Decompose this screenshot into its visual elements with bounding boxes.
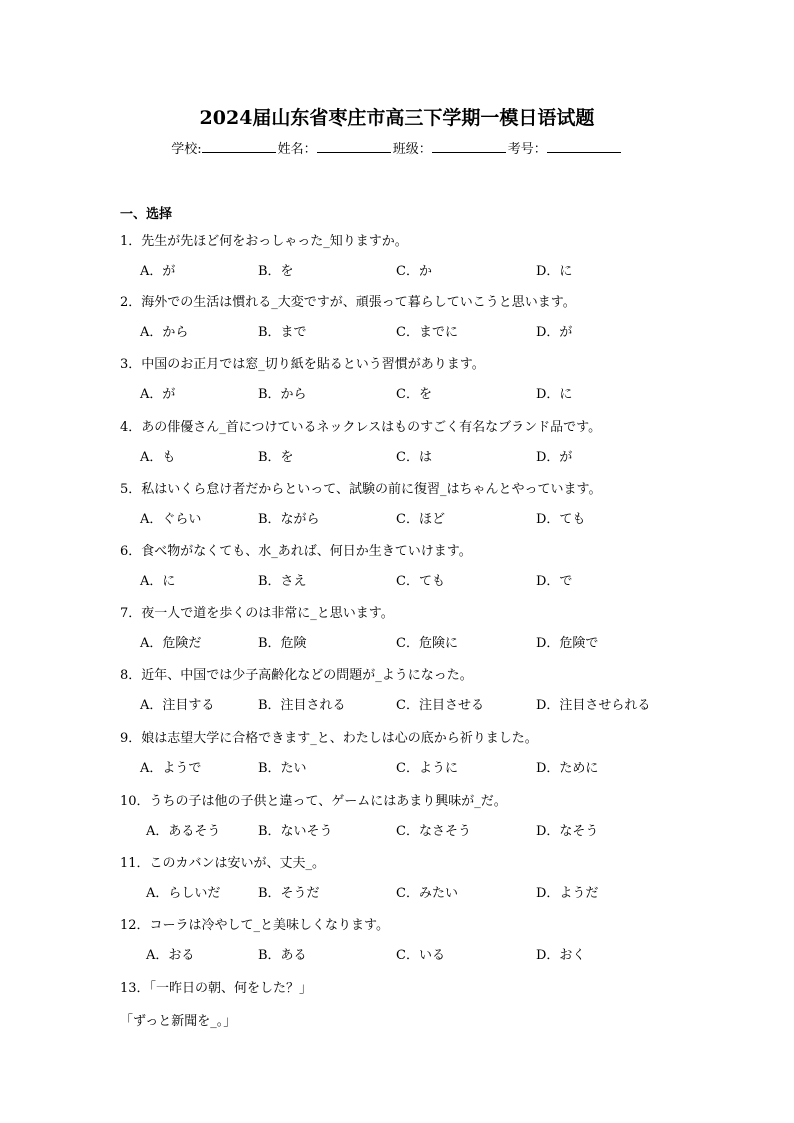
option-b: B．を bbox=[258, 264, 294, 279]
dialogue-line: 「ずっと新聞を_。」 bbox=[120, 1014, 237, 1029]
option-b: B．まで bbox=[258, 325, 307, 340]
option-d: D．ために bbox=[536, 761, 599, 776]
option-c: C．ほど bbox=[396, 512, 445, 527]
options-row bbox=[140, 446, 700, 464]
school-blank bbox=[202, 140, 276, 153]
option-c: C．は bbox=[396, 450, 432, 465]
page-title: 2024届山东省枣庄市高三下学期一模日语试题 bbox=[199, 107, 595, 129]
option-d: D．ても bbox=[536, 512, 586, 527]
school-label: 学校: bbox=[171, 142, 202, 157]
option-c: C．を bbox=[396, 387, 432, 402]
option-d: D．に bbox=[536, 387, 573, 402]
question-text: 9．娘は志望大学に合格できます_と、わたしは心の底から祈りました。 bbox=[120, 731, 538, 746]
option-c: C．なさそう bbox=[396, 824, 471, 839]
class-label: 班级： bbox=[392, 142, 432, 157]
option-d: D．注目させられる bbox=[536, 698, 651, 713]
option-b: B．そうだ bbox=[258, 886, 320, 901]
option-b: B．たい bbox=[258, 761, 307, 776]
option-d: D．で bbox=[536, 574, 573, 589]
option-a: A．が bbox=[140, 387, 176, 402]
option-a: A．危険だ bbox=[140, 636, 202, 651]
options-row bbox=[140, 260, 700, 278]
options-row bbox=[146, 882, 706, 900]
option-b: B．から bbox=[258, 387, 307, 402]
option-a: A．も bbox=[140, 450, 176, 465]
option-c: C．いる bbox=[396, 948, 445, 963]
student-info-line bbox=[0, 138, 794, 157]
option-b: B．を bbox=[258, 450, 294, 465]
exam-no-blank bbox=[547, 140, 621, 153]
options-row bbox=[140, 632, 700, 650]
options-row bbox=[140, 757, 700, 775]
name-label: 姓名： bbox=[277, 142, 317, 157]
section-heading: 一、选择 bbox=[120, 207, 173, 222]
question-text: 11．このカバンは安いが、丈夫_。 bbox=[120, 856, 326, 871]
option-c: C．みたい bbox=[396, 886, 458, 901]
option-c: C．ように bbox=[396, 761, 458, 776]
question-text: 2．海外での生活は慣れる_大変ですが、頑張って暮らしていこうと思います。 bbox=[120, 295, 576, 310]
question-text: 1．先生が先ほど何をおっしゃった_知りますか。 bbox=[120, 234, 408, 249]
option-c: C．までに bbox=[396, 325, 458, 340]
question-text: 6．食べ物がなくても、水_あれば、何日か生きていけます。 bbox=[120, 544, 472, 559]
option-a: A．らしいだ bbox=[146, 886, 221, 901]
option-d: D．なそう bbox=[536, 824, 599, 839]
option-d: D．が bbox=[536, 450, 573, 465]
options-row bbox=[146, 944, 706, 962]
option-b: B．ないそう bbox=[258, 824, 333, 839]
options-row bbox=[146, 820, 706, 838]
option-b: B．さえ bbox=[258, 574, 307, 589]
option-a: A．が bbox=[140, 264, 176, 279]
option-d: D．ようだ bbox=[536, 886, 599, 901]
question-text: 4．あの俳優さん_首につけているネックレスはものすごく有名なブランド品です。 bbox=[120, 420, 602, 435]
question-text: 7．夜一人で道を歩くのは非常に_と思います。 bbox=[120, 606, 394, 621]
option-a: A．おる bbox=[146, 948, 195, 963]
question-text: 8．近年、中国では少子高齢化などの問題が_ようになった。 bbox=[120, 668, 473, 683]
exam-no-label: 考号： bbox=[507, 142, 547, 157]
option-d: D．に bbox=[536, 264, 573, 279]
option-c: C．注目させる bbox=[396, 698, 484, 713]
option-b: B．ながら bbox=[258, 512, 320, 527]
option-d: D．危険で bbox=[536, 636, 599, 651]
option-c: C．危険に bbox=[396, 636, 458, 651]
option-c: C．か bbox=[396, 264, 432, 279]
name-blank bbox=[317, 140, 391, 153]
option-a: A．ようで bbox=[140, 761, 202, 776]
option-a: A．から bbox=[140, 325, 189, 340]
option-b: B．注目される bbox=[258, 698, 346, 713]
options-row bbox=[140, 508, 700, 526]
option-a: A．ぐらい bbox=[140, 512, 202, 527]
option-b: B．危険 bbox=[258, 636, 307, 651]
class-blank bbox=[432, 140, 506, 153]
options-row bbox=[140, 383, 700, 401]
option-b: B．ある bbox=[258, 948, 307, 963]
question-text: 12．コーラは冷やして_と美味しくなります。 bbox=[120, 918, 390, 933]
question-text: 10．うちの子は他の子供と違って、ゲームにはあまり興味が_だ。 bbox=[120, 794, 507, 809]
options-row bbox=[140, 570, 700, 588]
option-a: A．注目する bbox=[140, 698, 215, 713]
option-d: D．が bbox=[536, 325, 573, 340]
question-text: 13．「一昨日の朝、何をした？」 bbox=[120, 981, 313, 996]
option-c: C．ても bbox=[396, 574, 445, 589]
option-a: A．に bbox=[140, 574, 176, 589]
question-text: 3．中国のお正月では窓_切り紙を貼るという習慣があります。 bbox=[120, 357, 485, 372]
options-row bbox=[140, 321, 700, 339]
option-a: A．あるそう bbox=[146, 824, 221, 839]
options-row bbox=[140, 694, 700, 712]
option-d: D．おく bbox=[536, 948, 586, 963]
question-text: 5．私はいくら怠け者だからといって、試験の前に復習_はちゃんとやっています。 bbox=[120, 482, 602, 497]
